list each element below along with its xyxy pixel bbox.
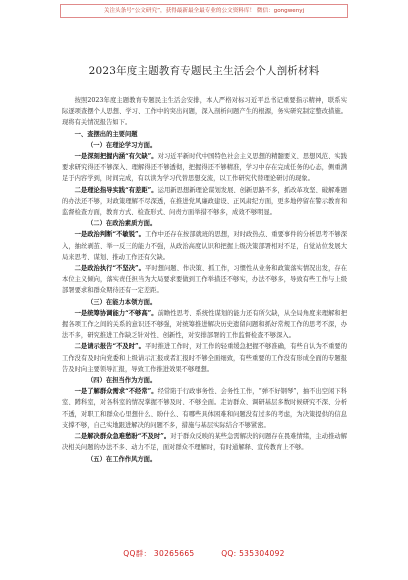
body-paragraph — [62, 308, 347, 342]
paragraph-lead: 一是了解群众需求“不经常”。 — [74, 388, 158, 396]
section-heading: 一、查摆出的主要问题 — [74, 130, 138, 138]
subsection-heading-workstyle: （五）在工作作风方面。 — [87, 455, 157, 463]
document-body — [62, 95, 347, 465]
paragraph-text: 经常陷于行政事务性、会务性工作，“弹不好钢琴”，抽不出空闲下科室、蹲科室，对各科室的情况掌握不够及时、不够全面。走访群众、调研基层多数时候研究不深、分析不透，对职工和群众心里想什么、盼什么、有哪些具体困难和问题没有过多的考虑，为决策提供的信息支撑不够，自己实地跟进解决的问题不多，措施与基层实际结合不够紧密。 — [62, 388, 347, 429]
paragraph-lead: 二是理论指导实践“有差距”。 — [74, 186, 158, 194]
body-paragraph — [62, 263, 347, 297]
paragraph-text: 平时想问题、作决策、抓工作，习惯性从业务和政策落实情况出发，存在本位主义倾向，落实责任担当为大局要求要做到工作举措还不够实，办法不够多，导致有些工作与上级部署要求和群众期待还有一定差距。 — [62, 265, 347, 295]
intro-paragraph: 按照2023年度主题教育专题民主生活会安排，本人严格对标习近平总书记重要指示精神，联系实际逐项查摆个人思想、学习、工作中的突出问题，深入剖析问题产生的根源，务实研究制定整改措施。现将有关情况报告如下。 — [62, 97, 347, 127]
subsection-heading-politics: （二）在政治素质方面。 — [87, 220, 157, 228]
paragraph-lead: 一是政治判断“不敏锐”。 — [74, 231, 145, 239]
subsection-heading-responsibility: （四）在担当作为方面。 — [87, 377, 157, 385]
paragraph-lead: 一是深刻把握内涵“有欠缺”。 — [74, 153, 158, 161]
paragraph-text: 对于群众反映的某些急需解决的问题存在畏难情绪，主动推动解决相关问题的办法不多、动力不足，面对群众不理解时，有时通解释、宣传教育上不够。 — [62, 433, 347, 452]
paragraph-lead: 一是统筹协调能力“不够高”。 — [74, 309, 158, 317]
paragraph-text: 前瞻性思考、系统性谋划的能力还有所欠缺，从全局角度来理解和把握各项工作之间的关系的意识还不够强，对统筹推进解决历史遗留问题和抓好常规工作的思考不深，办法不多，研究推进工作缺乏针对性、创新性，对安排部署的工作监督检查不够深入。 — [62, 309, 347, 340]
contact-footer — [0, 548, 408, 559]
subsection-heading-theory: （一）在理论学习方面。 — [87, 141, 157, 149]
paragraph-lead: 二是政治执行“不坚决”。 — [74, 265, 145, 273]
body-paragraph — [62, 151, 347, 185]
promo-banner: 关注头条号“公文研究”，获得最新最全最专业的公文资料库！ 微信：gongwenyj — [60, 4, 348, 18]
paragraph-text: 运用新思想新理论谋划发展、创新思路不多，抓改革攻坚、破解难题的办法还不够，对政策理解不尽深透，在推进党风廉政建设、正风肃纪方面，更多地停留在警示教育和监督检查方面，教育方式、检查形式、问责方面举措不够多，成效不够明显。 — [62, 186, 347, 217]
paragraph-lead: 二是解决群众急难愁盼“不及时”。 — [74, 433, 171, 441]
body-paragraph — [62, 341, 347, 375]
subsection-heading-ability: （三）在能力本领方面。 — [87, 298, 157, 306]
paragraph-text: 对习近平新时代中国特色社会主义思想的精髓要义、思想风范、实践要求研究得还不够深入、理解得还不够透彻，把握得还不够精准，学习中存在完成任务的心态，侧重满足于内容学到，时间完成，有以读为学习代替思想交流，以工作研究代替理论研讨的现象。 — [62, 153, 347, 183]
body-paragraph — [62, 431, 347, 453]
qq-text: QQ: 535304092 — [221, 549, 285, 558]
body-paragraph — [62, 386, 347, 431]
paragraph-text: 平时推进工作时，对工作的轻重缓急把握不够准确，有些自认为不重要的工作没有及时向党委和上级请示汇报或者汇报时不够全面细致，有些重要的工作没有形成全面的专题报告及时向主要领导汇报，导致工作推进效果不够理想。 — [62, 343, 347, 373]
qq-group-text: QQ群： 30265665 — [123, 549, 195, 558]
document-title: 2023年度主题教育专题民主生活会个人剖析材料 — [88, 65, 320, 77]
body-paragraph — [62, 229, 347, 263]
paragraph-lead: 二是请示报告“不及时”。 — [74, 343, 145, 351]
paragraph-text: 工作中还存在按部就班的思想，对时政热点、重要事件的分析思考不够深入，抽丝剥茧、举一反三的能力不强，从政治高度认识和把握上级决策部署相对不足，自觉站位发展大局来思考、谋划、推动工作还有欠缺。 — [62, 231, 347, 261]
body-paragraph — [62, 185, 347, 219]
